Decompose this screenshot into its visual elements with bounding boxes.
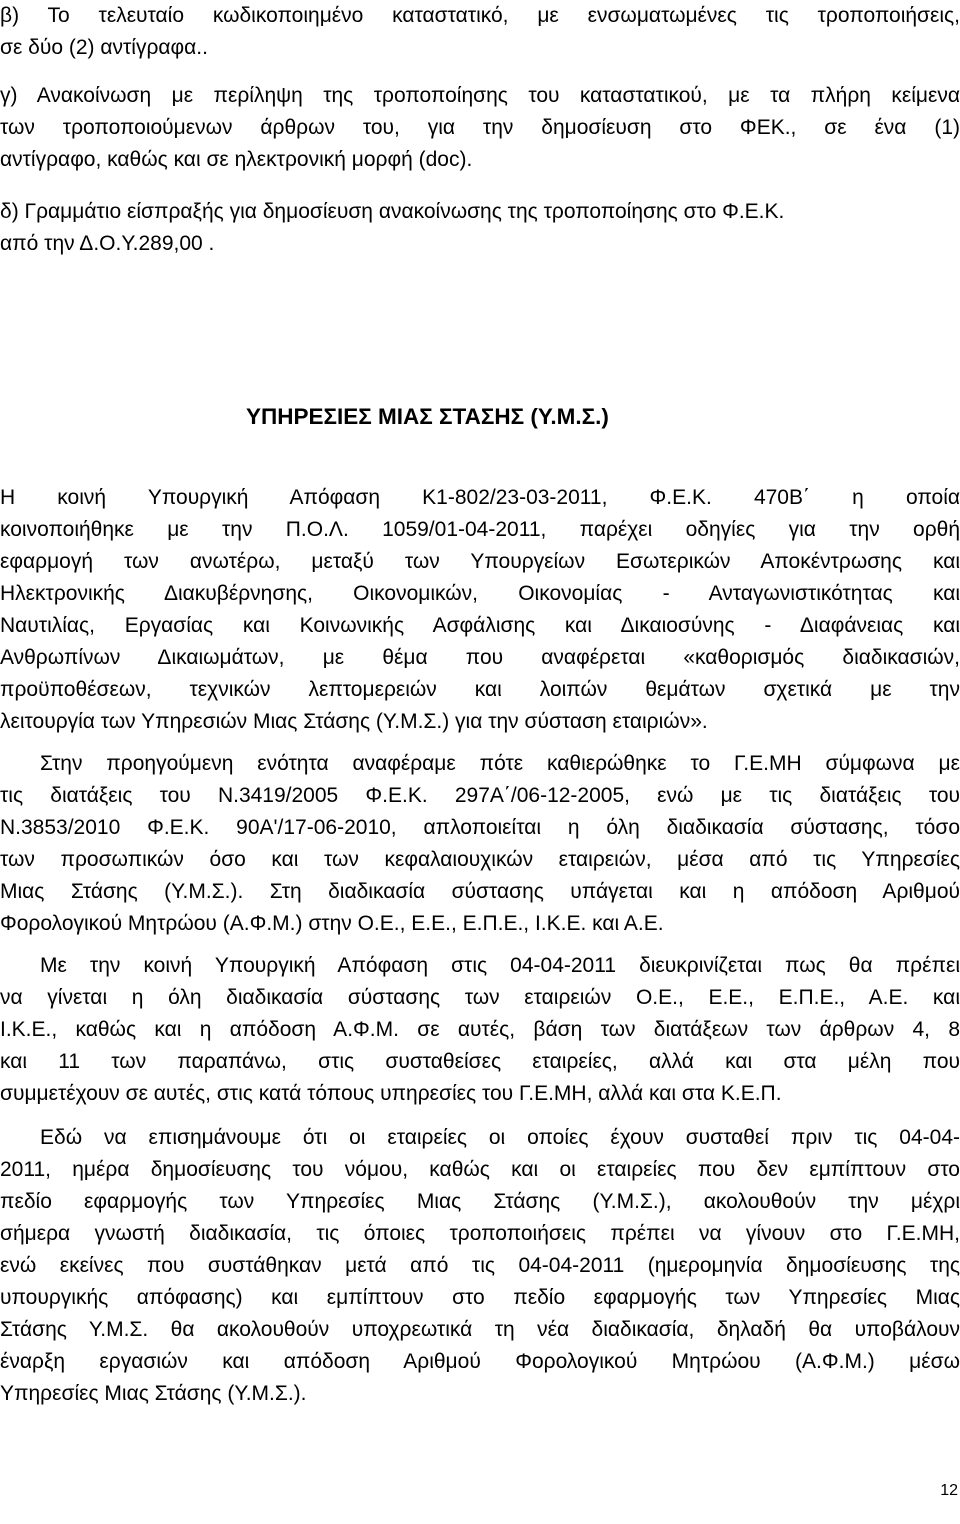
page-number: 12 xyxy=(940,1482,958,1499)
text-line: συμμετέχουν σε αυτές, στις κατά τόπους υπηρεσίες του Γ.Ε.ΜΗ, αλλά και στα Κ.Ε.Π. xyxy=(0,1082,782,1105)
paragraph-note xyxy=(0,1122,960,1410)
text-line: σε δύο (2) αντίγραφα.. xyxy=(0,36,208,59)
text-line: και 11 των παραπάνω, στις συσταθείσες εταιρείες, αλλά και στα μέλη που xyxy=(0,1050,960,1073)
text-line: β) Το τελευταίο κωδικοποιημένο καταστατικό, με ενσωματωμένες τις τροποποιήσεις, xyxy=(0,4,960,27)
section-heading: ΥΠΗΡΕΣΙΕΣ ΜΙΑΣ ΣΤΑΣΗΣ (Υ.Μ.Σ.) xyxy=(246,404,609,429)
text-line: εφαρμογή των ανωτέρω, μεταξύ των Υπουργείων Εσωτερικών Αποκέντρωσης και xyxy=(0,550,960,573)
text-line: Ηλεκτρονικής Διακυβέρνησης, Οικονομικών, Οικονομίας - Ανταγωνιστικότητας και xyxy=(0,582,960,605)
text-line: των προσωπικών όσο και των κεφαλαιουχικών εταιρειών, μέσα από τις Υπηρεσίες xyxy=(0,848,960,871)
text-line: κοινοποιήθηκε με την Π.Ο.Λ. 1059/01-04-2011, παρέχει οδηγίες για την ορθή xyxy=(0,518,960,541)
item-d xyxy=(0,196,960,260)
text-line: Υπηρεσίες Μιας Στάσης (Υ.Μ.Σ.). xyxy=(0,1382,307,1405)
text-line: Ι.Κ.Ε., καθώς και η απόδοση Α.Φ.Μ. σε αυτές, βάση των διατάξεων των άρθρων 4, 8 xyxy=(0,1018,960,1041)
text-line: Στάσης Υ.Μ.Σ. θα ακολουθούν υποχρεωτικά τη νέα διαδικασία, δηλαδή θα υποβάλουν xyxy=(0,1318,960,1341)
text-line: υπουργικής απόφασης) και εμπίπτουν στο πεδίο εφαρμογής των Υπηρεσίες Μιας xyxy=(0,1286,960,1309)
text-line: Η κοινή Υπουργική Απόφαση Κ1-802/23-03-2011, Φ.Ε.Κ. 470Β΄ η οποία xyxy=(0,486,960,509)
text-line: σήμερα γνωστή διαδικασία, τις όποιες τροποποιήσεις πρέπει να γίνουν στο Γ.Ε.ΜΗ, xyxy=(0,1222,960,1245)
text-line: τις διατάξεις του Ν.3419/2005 Φ.Ε.Κ. 297Α΄/06-12-2005, ενώ με τις διατάξεις του xyxy=(0,784,960,807)
text-line: Εδώ να επισημάνουμε ότι οι εταιρείες οι οποίες έχουν συσταθεί πριν τις 04-04- xyxy=(40,1126,960,1149)
text-line: Μιας Στάσης (Υ.Μ.Σ.). Στη διαδικασία σύστασης υπάγεται και η απόδοση Αριθμού xyxy=(0,880,960,903)
paragraph-gemh xyxy=(0,748,960,940)
text-line: Ανθρωπίνων Δικαιωμάτων, με θέμα που αναφέρεται «καθορισμός διαδικασιών, xyxy=(0,646,960,669)
text-line: των τροποποιούμενων άρθρων του, για την δημοσίευση στο ΦΕΚ., σε ένα (1) xyxy=(0,116,960,139)
text-line: από την Δ.Ο.Υ.289,00 . xyxy=(0,232,215,255)
text-line: έναρξη εργασιών και απόδοση Αριθμού Φορολογικού Μητρώου (Α.Φ.Μ.) μέσω xyxy=(0,1350,960,1373)
text-line: αντίγραφο, καθώς και σε ηλεκτρονική μορφή (doc). xyxy=(0,148,473,171)
text-line: Ναυτιλίας, Εργασίας και Κοινωνικής Ασφάλισης και Δικαιοσύνης - Διαφάνειας και xyxy=(0,614,960,637)
text-line: Στην προηγούμενη ενότητα αναφέραμε πότε καθιερώθηκε το Γ.Ε.ΜΗ σύμφωνα με xyxy=(40,752,960,775)
text-line: Φορολογικού Μητρώου (Α.Φ.Μ.) στην Ο.Ε., Ε.Ε., Ε.Π.Ε., Ι.Κ.Ε. και Α.Ε. xyxy=(0,912,664,935)
text-line: να γίνεται η όλη διαδικασία σύστασης των εταιρειών Ο.Ε., Ε.Ε., Ε.Π.Ε., Α.Ε. και xyxy=(0,986,960,1009)
paragraph-kya-2011 xyxy=(0,950,960,1110)
text-line: Ν.3853/2010 Φ.Ε.Κ. 90Α'/17-06-2010, απλοποιείται η όλη διαδικασία σύστασης, τόσο xyxy=(0,816,960,839)
paragraph-kya xyxy=(0,482,960,738)
item-b xyxy=(0,0,960,64)
text-line: πεδίο εφαρμογής των Υπηρεσίες Μιας Στάσης (Υ.Μ.Σ.), ακολουθούν την μέχρι xyxy=(0,1190,960,1213)
text-line: Με την κοινή Υπουργική Απόφαση στις 04-04-2011 διευκρινίζεται πως θα πρέπει xyxy=(40,954,960,977)
text-line: 2011, ημέρα δημοσίευσης του νόμου, καθώς και οι εταιρείες που δεν εμπίπτουν στο xyxy=(0,1158,960,1181)
text-line: προϋποθέσεων, τεχνικών λεπτομερειών και λοιπών θεμάτων σχετικά με την xyxy=(0,678,960,701)
text-line: λειτουργία των Υπηρεσιών Μιας Στάσης (Υ.Μ.Σ.) για την σύσταση εταιριών». xyxy=(0,710,708,733)
item-c xyxy=(0,80,960,176)
text-line: ενώ εκείνες που συστάθηκαν μετά από τις 04-04-2011 (ημερομηνία δημοσίευσης της xyxy=(0,1254,960,1277)
text-line: δ) Γραμμάτιο είσπραξής για δημοσίευση ανακοίνωσης της τροποποίησης στο Φ.Ε.Κ. xyxy=(0,200,785,223)
text-line: γ) Ανακοίνωση με περίληψη της τροποποίησης του καταστατικού, με τα πλήρη κείμενα xyxy=(0,84,960,107)
